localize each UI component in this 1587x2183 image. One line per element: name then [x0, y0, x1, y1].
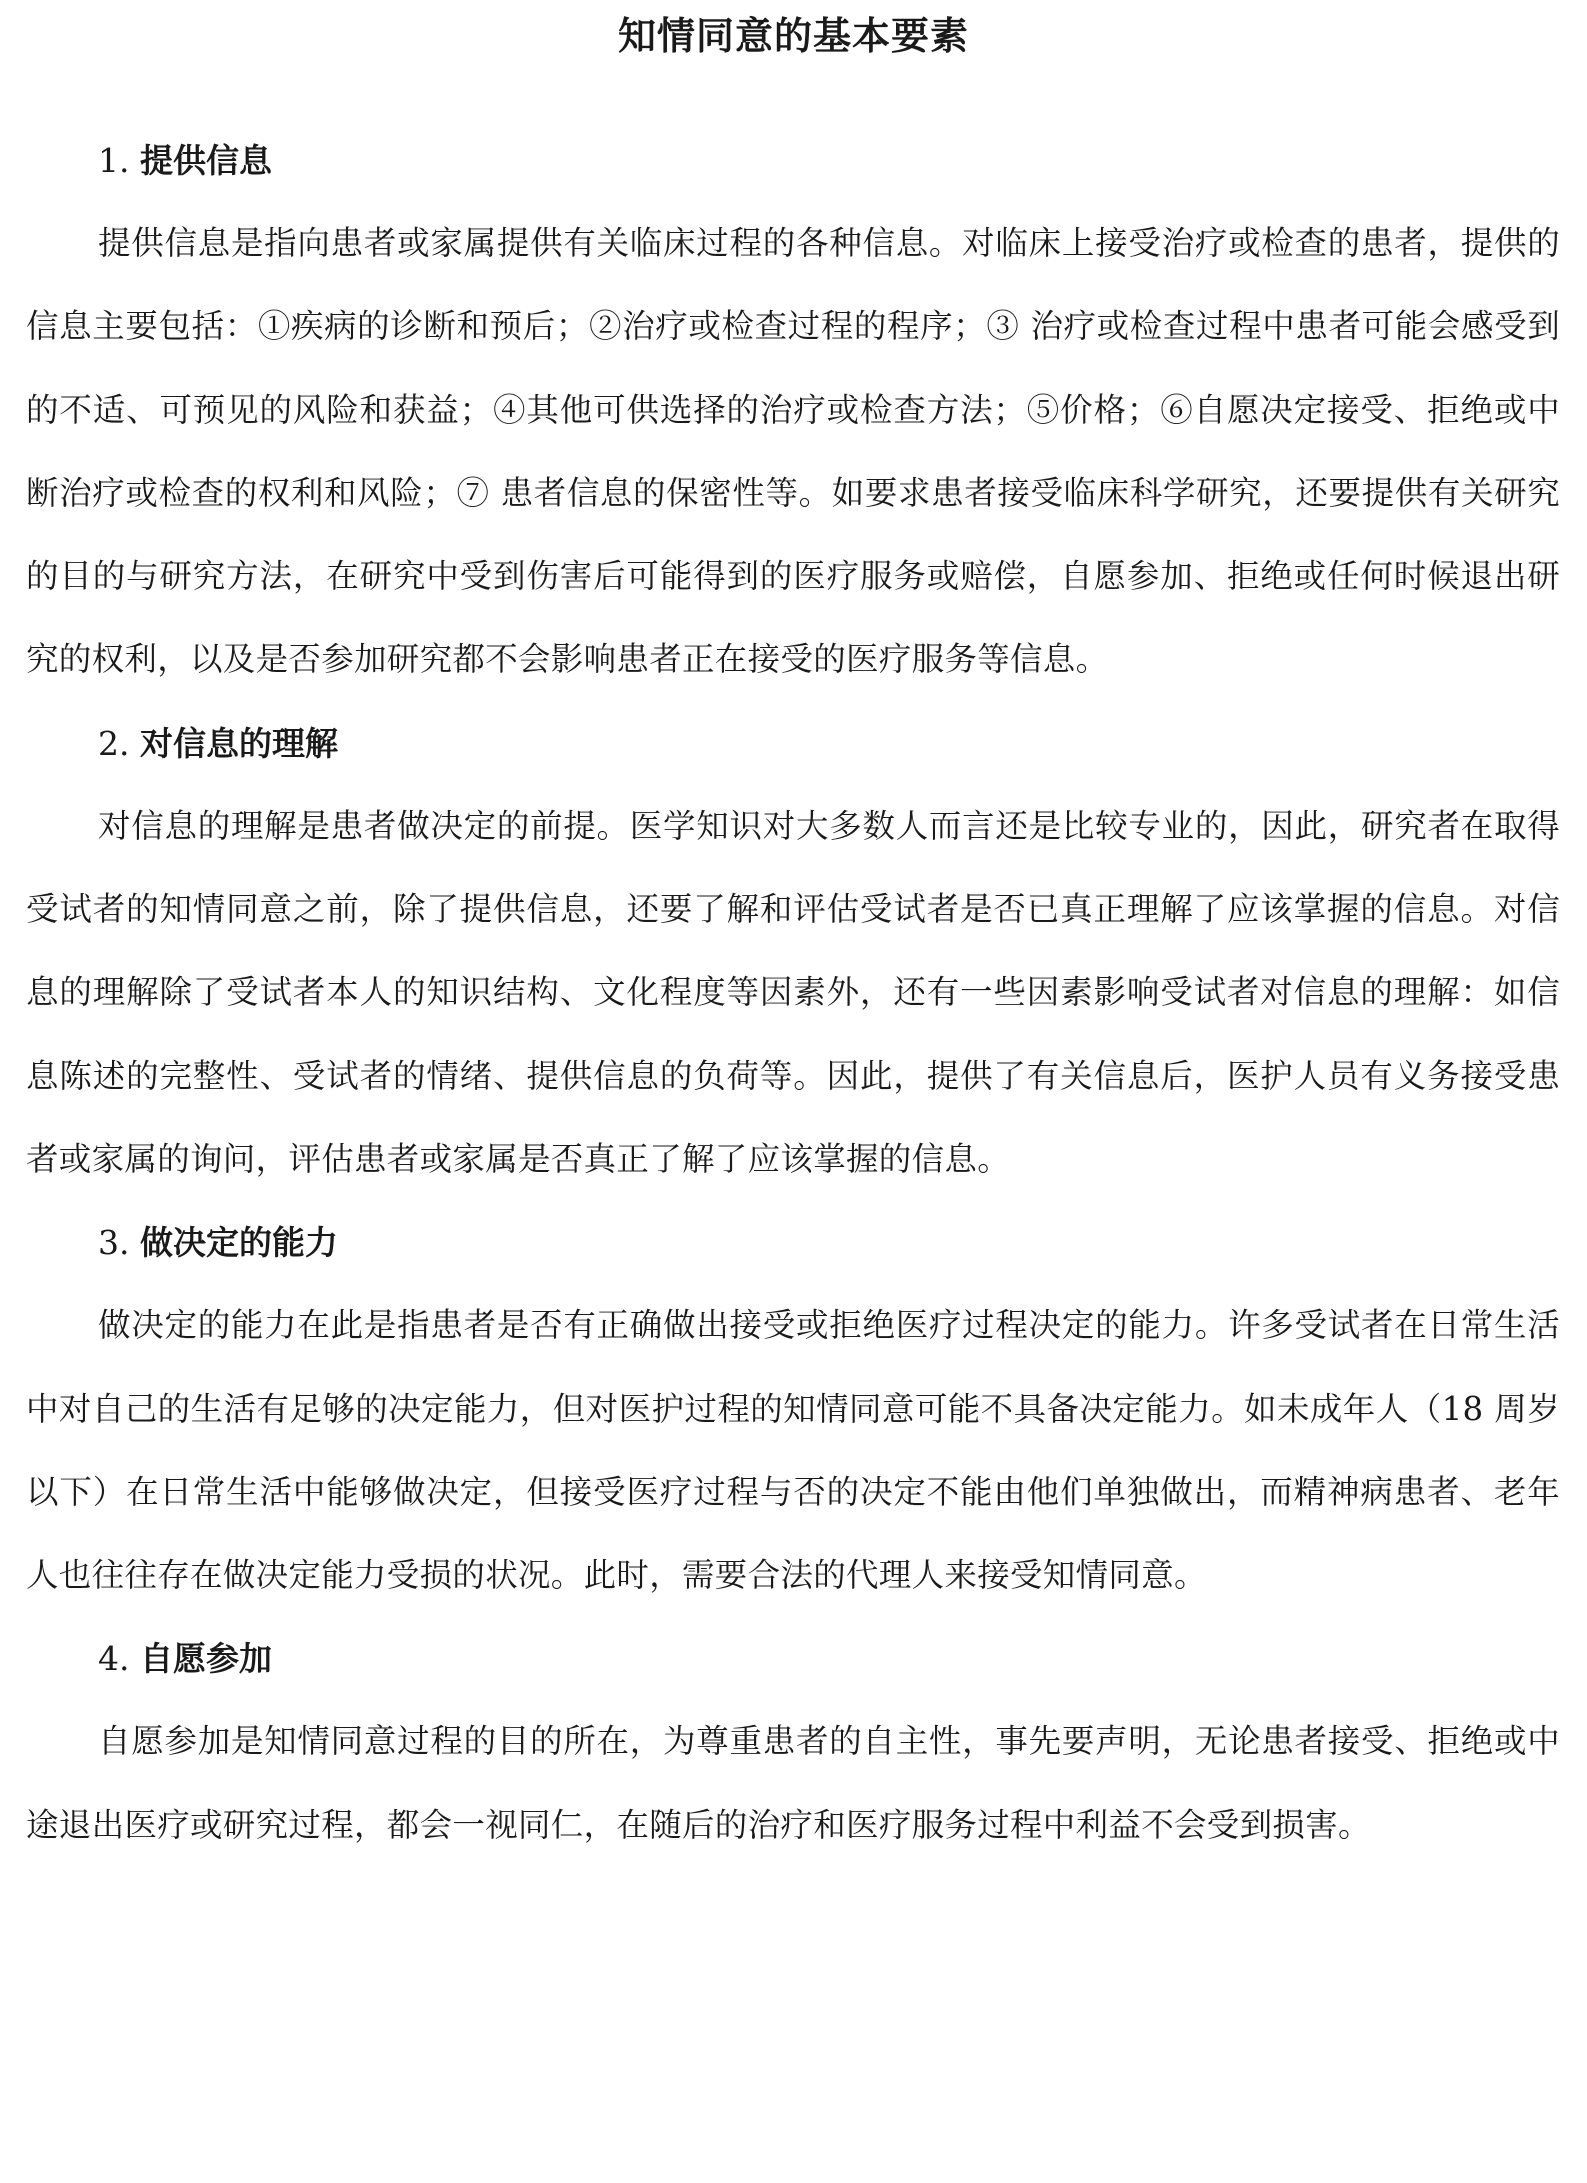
section-heading [26, 119, 1560, 202]
section-decision-capacity [26, 1201, 1560, 1617]
section-understanding [26, 702, 1560, 1201]
section-title: 做决定的能力 [140, 1223, 338, 1263]
section-paragraph: 自愿参加是知情同意过程的目的所在，为尊重患者的自主性，事先要声明，无论患者接受、拒绝或中途退出医疗或研究过程，都会一视同仁，在随后的治疗和医疗服务过程中利益不会受到损害。 [26, 1722, 1560, 1844]
section-title: 自愿参加 [140, 1639, 272, 1679]
section-number: 4. [98, 1639, 130, 1679]
section-paragraph: 提供信息是指向患者或家属提供有关临床过程的各种信息。对临床上接受治疗或检查的患者，提供的信息主要包括：①疾病的诊断和预后；②治疗或检查过程的程序；③ 治疗或检查过程中患者可能会感受到的不适、可预见的风险和获益；④其他可供选择的治疗或检查方法；⑤价格；⑥自愿决定接受、拒绝或中断治疗或检查的权利和风险；⑦ 患者信息的保密性等。如要求患者接受临床科学研究，还要提供有关研究的目的与研究方法，在研究中受到伤害后可能得到的医疗服务或赔偿，自愿参加、拒绝或任何时候退出研究的权利，以及是否参加研究都不会影响患者正在接受的医疗服务等信息。 [26, 224, 1560, 679]
section-number: 1. [98, 141, 130, 180]
section-provide-information [26, 119, 1560, 702]
section-heading [26, 1201, 1560, 1284]
section-number: 2. [98, 723, 130, 763]
document-body [26, 119, 1560, 1867]
section-paragraph: 做决定的能力在此是指患者是否有正确做出接受或拒绝医疗过程决定的能力。许多受试者在日常生活中对自己的生活有足够的决定能力，但对医护过程的知情同意可能不具备决定能力。如未成年人（18 周岁以下）在日常生活中能够做决定，但接受医疗过程与否的决定不能由他们单独做出，而精神病患者、老年人也往往存在做决定能力受损的状况。此时，需要合法的代理人来接受知情同意。 [26, 1306, 1560, 1595]
section-number: 3. [98, 1223, 130, 1263]
section-title: 对信息的理解 [140, 723, 338, 763]
document-title: 知情同意的基本要素 [617, 13, 969, 58]
section-title: 提供信息 [140, 141, 272, 180]
section-heading [26, 702, 1560, 785]
section-paragraph: 对信息的理解是患者做决定的前提。医学知识对大多数人而言还是比较专业的，因此，研究者在取得受试者的知情同意之前，除了提供信息，还要了解和评估受试者是否已真正理解了应该掌握的信息。对信息的理解除了受试者本人的知识结构、文化程度等因素外，还有一些因素影响受试者对信息的理解：如信息陈述的完整性、受试者的情绪、提供信息的负荷等。因此，提供了有关信息后，医护人员有义务接受患者或家属的询问，评估患者或家属是否真正了解了应该掌握的信息。 [26, 806, 1560, 1178]
section-voluntary-participation [26, 1617, 1560, 1867]
section-heading [26, 1617, 1560, 1700]
